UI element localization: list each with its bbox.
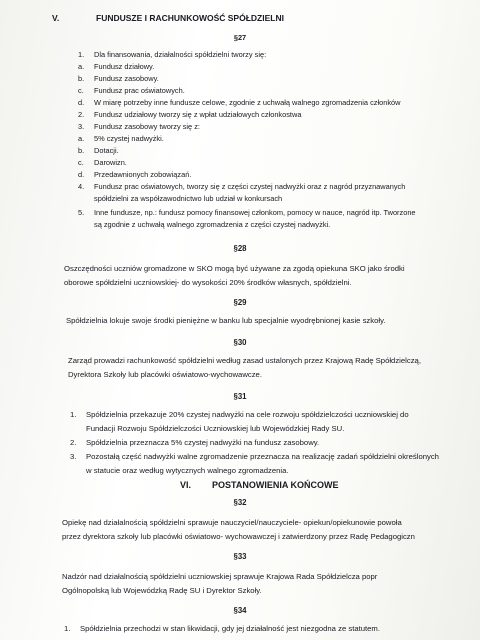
list-letter: b. — [78, 146, 85, 155]
list-item: Fundusz prac oświatowych. — [94, 86, 185, 95]
list-item: W miarę potrzeby inne fundusze celowe, zgodnie z uchwałą walnego zgromadzenia członków — [94, 98, 401, 107]
paragraph-text: Zarząd prowadzi rachunkowość spółdzielni według zasad ustalonych przez Krajową Radę Spółdzielczą, — [68, 356, 421, 365]
list-letter: a. — [78, 62, 85, 71]
list-number: 3. — [78, 122, 85, 131]
paragraph-text: Dyrektora Szkoły lub placówki oświatowo-wychowawcze. — [68, 370, 262, 379]
paragraph-text: Opiekę nad działalnością spółdzielni sprawuje nauczyciel/nauczyciele- opiekun/opiekunowie powoła — [62, 518, 402, 527]
list-number: 1. — [78, 50, 85, 59]
list-item: Fundusz prac oświatowych, tworzy się z części czystej nadwyżki oraz z nagród przyznawanych — [94, 182, 406, 191]
list-item: Fundusz działowy. — [94, 62, 155, 71]
section-vi-title: POSTANOWIENIA KOŃCOWE — [212, 480, 339, 490]
section-v-title: FUNDUSZE I RACHUNKOWOŚĆ SPÓŁDZIELNI — [96, 13, 284, 23]
list-item: Przedawnionych zobowiązań. — [94, 170, 192, 179]
list-letter: d. — [78, 170, 85, 179]
list-item: Dotacji. — [94, 146, 119, 155]
list-item: Inne fundusze, np.: fundusz pomocy finansowej członkom, pomocy w nauce, nagród itp. Tworzone — [94, 208, 416, 217]
paragraph-text: Nadzór nad działalnością spółdzielni uczniowskiej sprawuje Krajowa Rada Spółdzielcza popr — [62, 572, 378, 581]
list-item: Spółdzielnia przekazuje 20% czystej nadwyżki na cele rozwoju spółdzielczości uczniowskiej do — [86, 410, 409, 419]
paragraph-text: przez dyrektora szkoły lub placówki oświatowo- wychowawczej i zatwierdzony przez Radę Pedagogiczn — [62, 532, 415, 541]
paragraph-text: Spółdzielnia lokuje swoje środki pieniężne w banku lub specjalnie wyodrębnionej kasie szkoły. — [66, 316, 386, 325]
paragraph-text: oborowe spółdzielni uczniowskiej- do wysokości 20% środków własnych, spółdzielni. — [64, 278, 352, 287]
list-number: 1. — [70, 410, 77, 419]
paragraph-32-title: §32 — [233, 498, 247, 507]
paragraph-28-title: §28 — [233, 244, 247, 253]
paragraph-33-title: §33 — [233, 552, 247, 561]
list-letter: c. — [78, 158, 84, 167]
paragraph-30-title: §30 — [233, 338, 247, 347]
paragraph-text: Ogólnopolską lub Wojewódzką Radę SU i Dyrektor Szkoły. — [62, 586, 262, 595]
list-item-continuation: są zgodnie z uchwałą walnego zgromadzenia z części czystej nadwyżki. — [94, 220, 331, 229]
list-letter: a. — [78, 134, 85, 143]
list-number: 1. — [64, 624, 71, 633]
list-number: 2. — [70, 438, 77, 447]
list-number: 3. — [70, 452, 77, 461]
list-number: 2. — [78, 110, 85, 119]
list-item-continuation: spółdzielni za współzawodnictwo lub udział w konkursach — [94, 194, 283, 203]
paragraph-29-title: §29 — [233, 298, 247, 307]
paragraph-text: Oszczędności uczniów gromadzone w SKO mogą być używane za zgodą opiekuna SKO jako środki — [64, 264, 405, 273]
list-letter: c. — [78, 86, 84, 95]
list-item: Darowizn. — [94, 158, 127, 167]
list-letter: d. — [78, 98, 85, 107]
list-item: Pozostałą część nadwyżki walne zgromadzenie przeznacza na realizację zadań spółdzielni określonych — [86, 452, 439, 461]
list-number: 4. — [78, 182, 85, 191]
list-item: Fundusz zasobowy tworzy się z: — [94, 122, 200, 131]
list-item: Spółdzielnia przeznacza 5% czystej nadwyżki na fundusz zasobowy. — [86, 438, 320, 447]
list-item: Fundusz udziałowy tworzy się z wpłat udziałowych członkostwa — [94, 110, 302, 119]
list-item: Fundusz zasobowy. — [94, 74, 159, 83]
list-item: 5% czystej nadwyżki. — [94, 134, 164, 143]
paragraph-27-title: §27 — [233, 33, 247, 42]
paragraph-31-title: §31 — [233, 392, 247, 401]
paragraph-34-title: §34 — [233, 606, 247, 615]
list-item-continuation: w statucie oraz według wytycznych walnego zgromadzenia. — [86, 466, 289, 475]
list-item: Dla finansowania, działalności spółdzielni tworzy się: — [94, 50, 267, 59]
list-letter: b. — [78, 74, 85, 83]
list-number: 5. — [78, 208, 85, 217]
section-v-number: V. — [52, 13, 60, 23]
list-item-continuation: Fundacji Rozwoju Spółdzielczości Uczniowskiej lub Wojewódzkiej Rady SU. — [86, 424, 345, 433]
list-item: Spółdzielnia przechodzi w stan likwidacji, gdy jej działalność jest niezgodna ze statutem. — [80, 624, 380, 633]
section-vi-number: VI. — [180, 480, 192, 490]
